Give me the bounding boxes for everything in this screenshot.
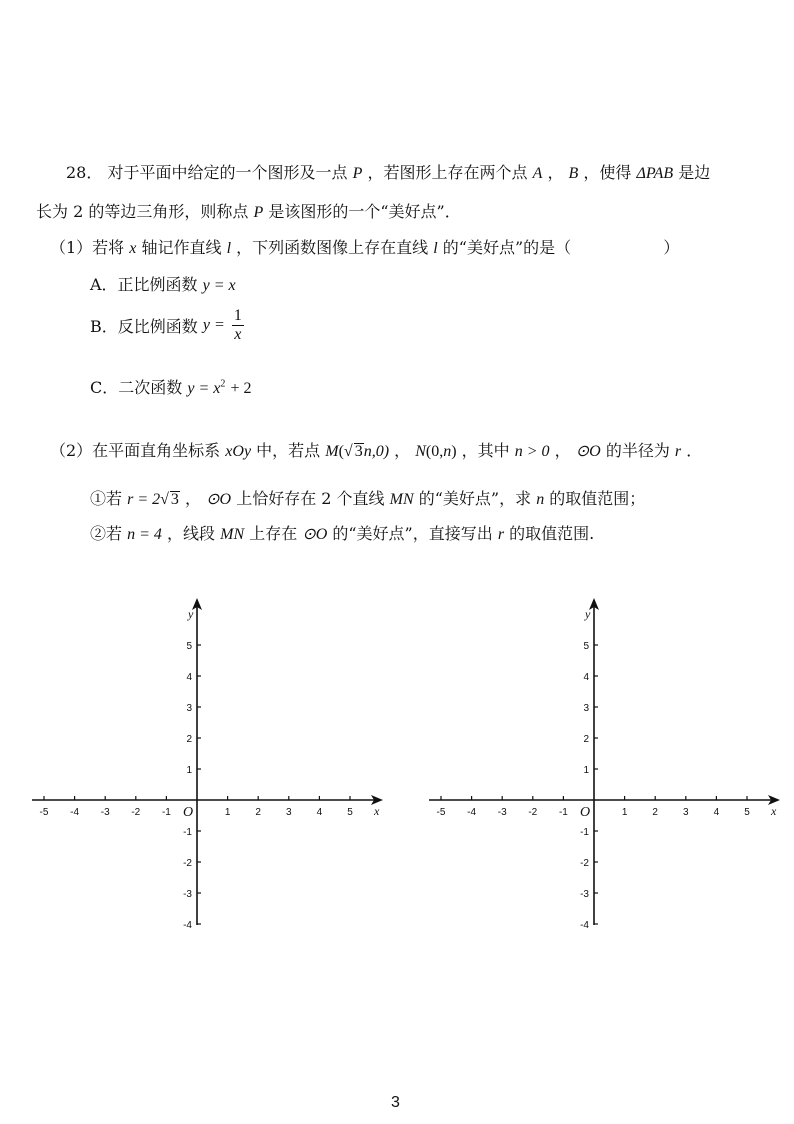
x-tick-label: -5 <box>39 807 49 818</box>
part2-question: （2）在平面直角坐标系 xOy 中，若点 M(√ 3n,0) ， N(0,n) ，其中 n > 0 ， ⊙O 的半径为 r ． <box>50 441 703 460</box>
part2-sub2: ②若 n = 4 ，线段 MN 上存在 ⊙O 的“美好点”，直接写出 r 的取值范围. <box>90 524 595 543</box>
y-tick-label: 3 <box>583 703 589 714</box>
x-tick-label: 1 <box>224 807 231 818</box>
option-a: A．正比例函数 y = x <box>90 275 236 294</box>
y-tick-label: 4 <box>583 672 589 683</box>
x-axis-label: x <box>374 804 380 818</box>
x-tick-label: -1 <box>558 807 568 818</box>
y-tick-label: 1 <box>186 765 192 776</box>
y-tick-label: 5 <box>583 641 589 652</box>
y-tick-label: -3 <box>183 889 192 900</box>
x-tick-label: -4 <box>467 807 477 818</box>
x-tick-label: 3 <box>683 807 689 818</box>
coordinate-axes-right <box>397 590 794 935</box>
x-tick-label: 5 <box>744 807 750 818</box>
x-tick-label: 2 <box>652 807 658 818</box>
y-tick-label: -2 <box>183 858 192 869</box>
y-tick-label: 2 <box>583 734 589 745</box>
x-tick-label: -4 <box>70 807 80 818</box>
x-axis-label: x <box>771 804 777 818</box>
x-tick-label: -3 <box>497 807 507 818</box>
y-tick-label: -2 <box>580 858 589 869</box>
x-tick-label: -5 <box>436 807 446 818</box>
y-tick-label: 5 <box>186 641 192 652</box>
x-tick-label: -3 <box>100 807 110 818</box>
y-axis-label: y <box>585 607 591 621</box>
fraction-one-over-x: $\frac{1}{x}$ <box>233 307 242 343</box>
y-tick-label: 4 <box>186 672 192 683</box>
coordinate-axes-left <box>0 590 397 935</box>
problem-line-1: 28． 对于平面中给定的一个图形及一点 P ，若图形上存在两个点 A ， B ，使得 ΔPAB 是边 <box>66 163 711 182</box>
y-tick-label: -1 <box>183 827 192 838</box>
x-tick-label: -1 <box>161 807 171 818</box>
y-tick-label: -4 <box>580 920 589 931</box>
x-tick-label: 4 <box>316 807 323 818</box>
origin-label: O <box>183 805 194 820</box>
page-number: 3 <box>391 1094 400 1111</box>
problem-line-2: 长为 2 的等边三角形，则称点 P 是该图形的一个“美好点”． <box>36 202 461 221</box>
y-tick-label: 1 <box>583 765 589 776</box>
problem-number: 28． <box>66 163 103 182</box>
y-tick-label: -3 <box>580 889 589 900</box>
y-axis-label: y <box>188 607 194 621</box>
x-tick-label: 5 <box>347 807 353 818</box>
y-tick-label: 2 <box>186 734 192 745</box>
y-tick-label: 3 <box>186 703 192 714</box>
x-tick-label: 1 <box>621 807 628 818</box>
x-tick-label: 2 <box>255 807 261 818</box>
part1-question: （1）若将 x 轴记作直线 l ，下列函数图像上存在直线 l 的“美好点”的是（ ） <box>50 238 680 257</box>
x-tick-label: -2 <box>528 807 538 818</box>
option-b: B．反比例函数 y = $\frac{1}{x}$ <box>90 307 242 343</box>
option-c: C．二次函数 $y = x^2 + 2$ <box>90 378 252 397</box>
part2-sub1: ①若 r = 2√ 3 ， ⊙O 上恰好存在 2 个直线 MN 的“美好点”，求 n 的取值范围； <box>90 489 646 508</box>
y-tick-label: -4 <box>183 920 192 931</box>
origin-label: O <box>580 805 591 820</box>
x-tick-label: 4 <box>713 807 720 818</box>
x-tick-label: 3 <box>286 807 292 818</box>
y-tick-label: -1 <box>580 827 589 838</box>
x-tick-label: -2 <box>131 807 141 818</box>
